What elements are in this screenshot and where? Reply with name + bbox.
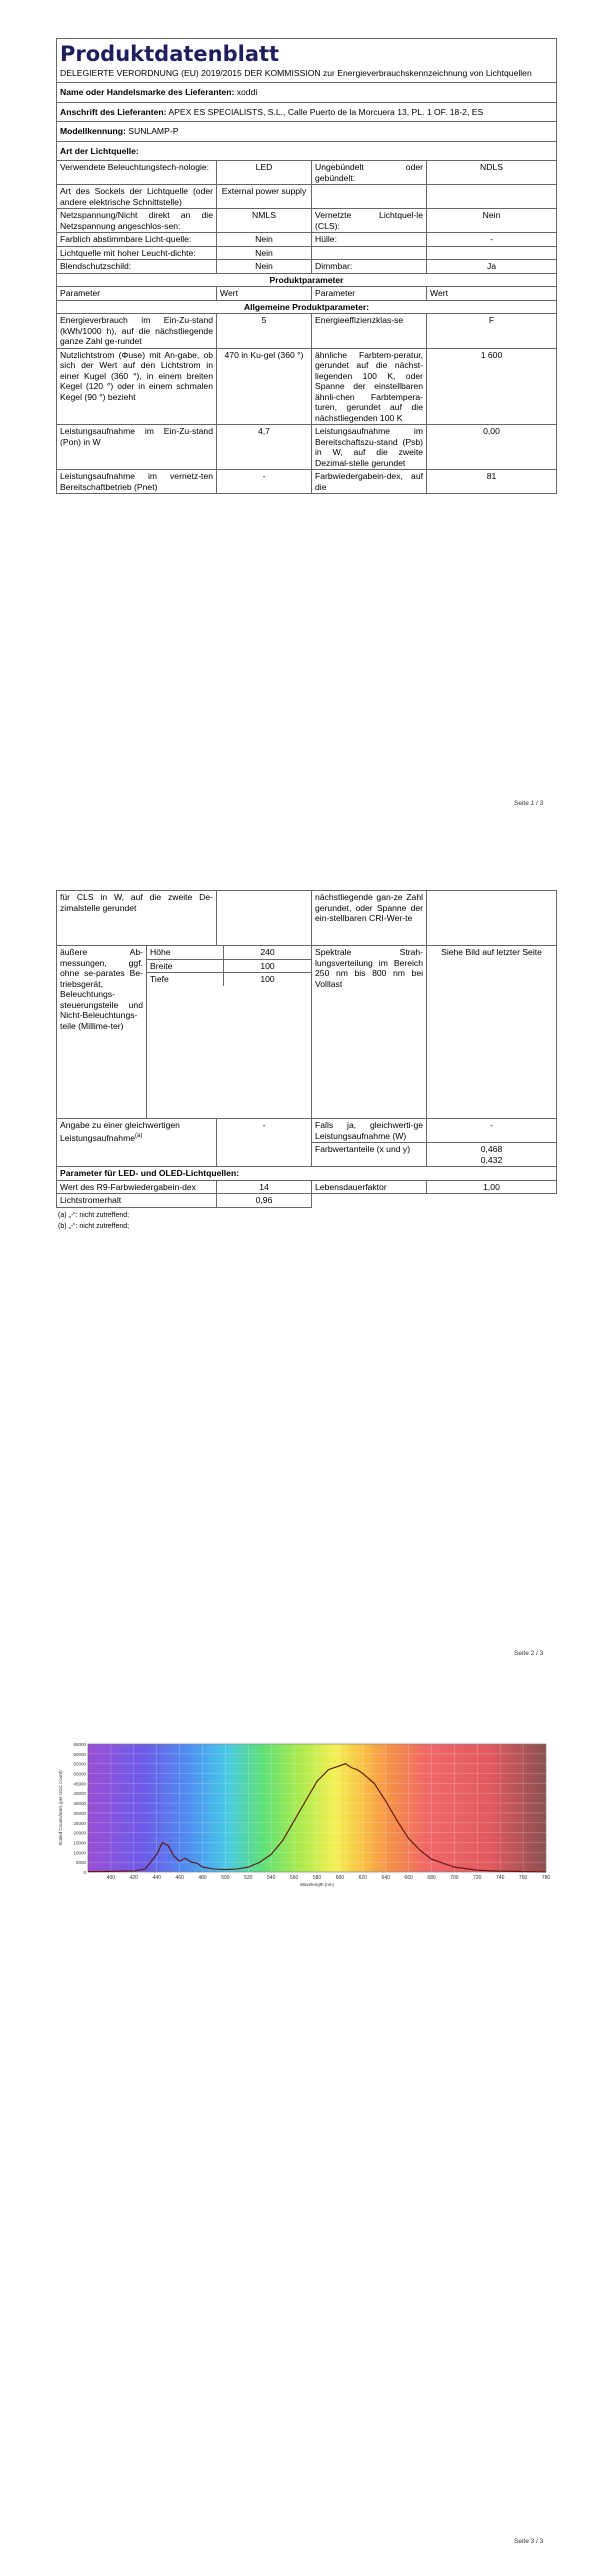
param-label-2: Farbwiedergabein-dex, auf die — [312, 470, 427, 494]
x-tick-label: 520 — [244, 1875, 253, 1881]
equiv-value-2: - — [427, 1119, 557, 1143]
column-header-row — [57, 287, 557, 301]
table-row — [57, 209, 557, 233]
row-value: External power supply — [217, 185, 312, 209]
x-tick-label: 700 — [450, 1875, 459, 1881]
datasheet-table-1 — [56, 38, 557, 494]
param-label: Leistungsaufnahme im vernetz-ten Bereitschaftbetrieb (Pnet) — [57, 470, 217, 494]
cont-label: für CLS in W, auf die zweite De-zimalstelle gerundet — [57, 891, 217, 946]
param-value: - — [217, 470, 312, 494]
y-tick-label: 50000 — [73, 1771, 86, 1777]
row-value: NMLS — [217, 209, 312, 233]
supplier-address-row — [57, 102, 557, 122]
empty-cell — [312, 1194, 427, 1208]
row-value-2: NDLS — [427, 161, 557, 185]
spectral-value: Siehe Bild auf letzter Seite — [427, 946, 557, 1119]
y-tick-label: 0 — [83, 1870, 86, 1875]
row-value: Nein — [217, 260, 312, 274]
regulation-text: DELEGIERTE VERORDNUNG (EU) 2019/2015 DER KOMMISSION zur Energieverbrauchskennzeichnung von Lichtquellen — [60, 68, 532, 78]
x-tick-label: 580 — [312, 1875, 322, 1881]
dim-label: Breite — [147, 959, 224, 973]
y-tick-label: 65000 — [73, 1742, 86, 1747]
footnote-b: (b) „-“: nicht zutreffend; — [58, 1222, 130, 1230]
page-number-3: Seite 3 / 3 — [514, 2538, 544, 2545]
row-label-2 — [312, 185, 427, 209]
dim-row — [147, 973, 311, 986]
param-value-2: 0,00 — [427, 425, 557, 470]
table-row — [57, 1194, 557, 1208]
spectrum-chart — [56, 1740, 552, 1892]
row-value: Nein — [217, 246, 312, 260]
param-label: Nutzlichtstrom (Φuse) mit An-gabe, ob sich der Wert auf den Lichtstrom in einer Kugel (360 °), in einem breiten Kegel (120 °) oder in einem schmalen Kegel (90 °) bezieht — [57, 348, 217, 425]
life-value: 1,00 — [427, 1180, 557, 1194]
datasheet-table-2 — [56, 890, 557, 1208]
model-label: Modellkennung: — [60, 126, 126, 136]
table-row — [57, 246, 557, 260]
address-value: APEX ES SPECIALISTS, S.L., Calle Puerto de la Morcuera 13, PL. 1 OF. 18-2, ES — [168, 106, 484, 117]
dim-row — [147, 946, 311, 959]
chroma-x: 0,468 — [480, 1144, 503, 1154]
y-tick-label: 30000 — [73, 1810, 86, 1816]
supplier-name-value: xoddi — [236, 87, 258, 97]
row-value-2 — [427, 246, 557, 260]
table-row — [57, 891, 557, 946]
supplier-name-row — [57, 83, 557, 103]
x-tick-label: 420 — [129, 1875, 138, 1881]
row-label-2: Ungebündelt oder gebündelt: — [312, 161, 427, 185]
spectrum-chart-svg — [56, 1740, 552, 1892]
model-row — [57, 122, 557, 142]
led-params-heading: Parameter für LED- und OLED-Lichtquellen: — [57, 1167, 557, 1181]
x-tick-label: 440 — [152, 1875, 161, 1881]
dimensions-cell — [147, 946, 312, 1119]
maint-label: Lichtstromerhalt — [57, 1194, 217, 1208]
y-tick-label: 25000 — [73, 1820, 86, 1826]
x-tick-label: 620 — [358, 1875, 367, 1881]
y-tick-label: 10000 — [73, 1850, 86, 1856]
cont-label-2: nächstliegende gan-ze Zahl gerundet, oder Spanne der ein-stellbaren CRI-Wer-te — [312, 891, 427, 946]
table-row — [57, 470, 557, 494]
table-row — [57, 425, 557, 470]
page-number-2: Seite 2 / 3 — [514, 1650, 544, 1657]
equiv-label: Angabe zu einer gleichwertigen Leistungsaufnahme — [60, 1120, 180, 1143]
row-value: Nein — [217, 233, 312, 247]
x-tick-label: 600 — [335, 1875, 345, 1881]
page-2 — [0, 880, 603, 1660]
param-value-2: 81 — [427, 470, 557, 494]
row-label: Art des Sockels der Lichtquelle (oder andere elektrische Schnittstelle) — [57, 185, 217, 209]
dim-value: 240 — [224, 946, 312, 959]
x-tick-label: 480 — [198, 1875, 207, 1881]
equiv-label-cell — [57, 1119, 217, 1167]
table-row — [57, 314, 557, 349]
dim-row — [147, 959, 311, 973]
r9-label: Wert des R9-Farbwiedergabein-dex — [57, 1180, 217, 1194]
life-label: Lebensdauerfaktor — [312, 1180, 427, 1194]
param-label-2: Leistungsaufnahme im Bereitschaftszu-stand (Psb) in W, auf die zweite Dezimal-stelle gerundet — [312, 425, 427, 470]
spectral-label: Spektrale Strah-lungsverteilung im Bereich 250 nm bis 800 nm bei Volllast — [312, 946, 427, 1119]
row-value-2: - — [427, 233, 557, 247]
model-value: SUNLAMP-P — [128, 126, 179, 136]
dimensions-table — [147, 946, 311, 986]
light-source-type-heading: Art der Lichtquelle: — [57, 141, 557, 161]
row-label-2: Dimmbar: — [312, 260, 427, 274]
page-number-1: Seite 1 / 3 — [514, 800, 544, 807]
y-tick-label: 20000 — [73, 1830, 86, 1836]
y-tick-label: 5000 — [75, 1860, 86, 1866]
row-label: Lichtquelle mit hoher Leucht-dichte: — [57, 246, 217, 260]
x-tick-label: 560 — [289, 1875, 299, 1881]
row-label-2 — [312, 246, 427, 260]
x-tick-label: 760 — [518, 1875, 528, 1881]
page-1 — [0, 0, 603, 820]
row-value-2: Ja — [427, 260, 557, 274]
x-tick-label: 400 — [106, 1875, 116, 1881]
col-value-1: Wert — [217, 287, 312, 301]
x-tick-label: 640 — [381, 1875, 390, 1881]
empty-cell — [427, 1194, 557, 1208]
y-tick-label: 35000 — [73, 1801, 86, 1807]
x-tick-label: 680 — [427, 1875, 436, 1881]
table-row — [57, 233, 557, 247]
dim-label: Höhe — [147, 946, 224, 959]
x-tick-label: 660 — [404, 1875, 413, 1881]
dim-value: 100 — [224, 973, 312, 986]
y-tick-label: 15000 — [73, 1840, 86, 1846]
table-row — [57, 260, 557, 274]
y-axis-label: Scaled Counts/nm/s (per UDC Count) — [58, 1770, 63, 1846]
table-row — [57, 1180, 557, 1194]
equiv-footnote-mark: (a) — [135, 1132, 143, 1139]
table-row — [57, 1119, 557, 1143]
param-value-2: 1 600 — [427, 348, 557, 425]
row-value-2: Nein — [427, 209, 557, 233]
cont-value — [217, 891, 312, 946]
chroma-label: Farbwertanteile (x und y) — [312, 1143, 427, 1167]
general-params-heading: Allgemeine Produktparameter: — [57, 300, 557, 314]
x-tick-label: 540 — [267, 1875, 276, 1881]
y-tick-label: 45000 — [73, 1781, 86, 1787]
datasheet-page-1 — [56, 38, 556, 494]
footnote-a: (a) „-“: nicht zutreffend; — [58, 1211, 130, 1219]
x-tick-label: 460 — [175, 1875, 184, 1881]
param-value-2: F — [427, 314, 557, 349]
table-row — [57, 161, 557, 185]
table-row — [57, 185, 557, 209]
x-tick-label: 780 — [541, 1875, 551, 1881]
row-label: Farblich abstimmbare Licht-quelle: — [57, 233, 217, 247]
maint-value: 0,96 — [217, 1194, 312, 1208]
y-tick-label: 60000 — [73, 1751, 86, 1757]
param-value: 5 — [217, 314, 312, 349]
y-tick-label: 40000 — [73, 1791, 86, 1797]
row-label: Netzspannung/Nicht direkt an die Netzspannung angeschlos-sen: — [57, 209, 217, 233]
param-label-2: ähnliche Farbtem-peratur, gerundet auf die nächst-liegenden 100 K, oder Spanne der einstellbaren ähnli-chen Farbtempera-turen, gerundet auf die nächstliegenden 100 K — [312, 348, 427, 425]
product-params-heading: Produktparameter — [57, 273, 557, 287]
row-value-2 — [427, 185, 557, 209]
param-value: 470 in Ku-gel (360 °) — [217, 348, 312, 425]
col-param-1: Parameter — [57, 287, 217, 301]
row-label-2: Hülle: — [312, 233, 427, 247]
dimensions-row — [57, 946, 557, 1119]
y-tick-label: 55000 — [73, 1761, 86, 1767]
x-tick-label: 500 — [221, 1875, 230, 1881]
row-label: Verwendete Beleuchtungstech-nologie: — [57, 161, 217, 185]
dim-label: Tiefe — [147, 973, 224, 986]
x-axis-label: Wavelength (nm) — [299, 1882, 335, 1887]
address-label: Anschrift des Lieferanten: — [60, 106, 167, 117]
x-tick-label: 740 — [496, 1875, 505, 1881]
row-label-2: Vernetzte Lichtquel-le (CLS): — [312, 209, 427, 233]
r9-value: 14 — [217, 1180, 312, 1194]
param-label: Leistungsaufnahme im Ein-Zu-stand (Pon) in W — [57, 425, 217, 470]
row-value: LED — [217, 161, 312, 185]
col-param-2: Parameter — [312, 287, 427, 301]
chroma-y: 0,432 — [480, 1154, 503, 1165]
page-title: Produktdatenblatt — [60, 42, 280, 66]
param-label: Energieverbrauch im Ein-Zu-stand (kWh/1000 h), auf die nächstliegende ganze Zahl ge-rundet — [57, 314, 217, 349]
equiv-value: - — [217, 1119, 312, 1167]
col-value-2: Wert — [427, 287, 557, 301]
cont-value-2 — [427, 891, 557, 946]
outer-dimensions-label: äußere Ab-messungen, ggf. ohne se-parates Be-triebsgerät, Beleuchtungs-steuerungsteile und Nicht-Beleuchtungs-teile (Millime-ter) — [57, 946, 147, 1119]
chroma-values — [427, 1143, 557, 1167]
table-row — [57, 348, 557, 425]
equiv-label-2: Falls ja, gleichwerti-ge Leistungsaufnahme (W) — [312, 1119, 427, 1143]
row-label: Blendschutzschild: — [57, 260, 217, 274]
x-tick-label: 720 — [473, 1875, 482, 1881]
dim-value: 100 — [224, 959, 312, 973]
param-value: 4,7 — [217, 425, 312, 470]
datasheet-page-2 — [56, 890, 556, 1232]
supplier-name-label: Name oder Handelsmarke des Lieferanten: — [60, 87, 235, 97]
param-label-2: Energieeffizienzklas-se — [312, 314, 427, 349]
